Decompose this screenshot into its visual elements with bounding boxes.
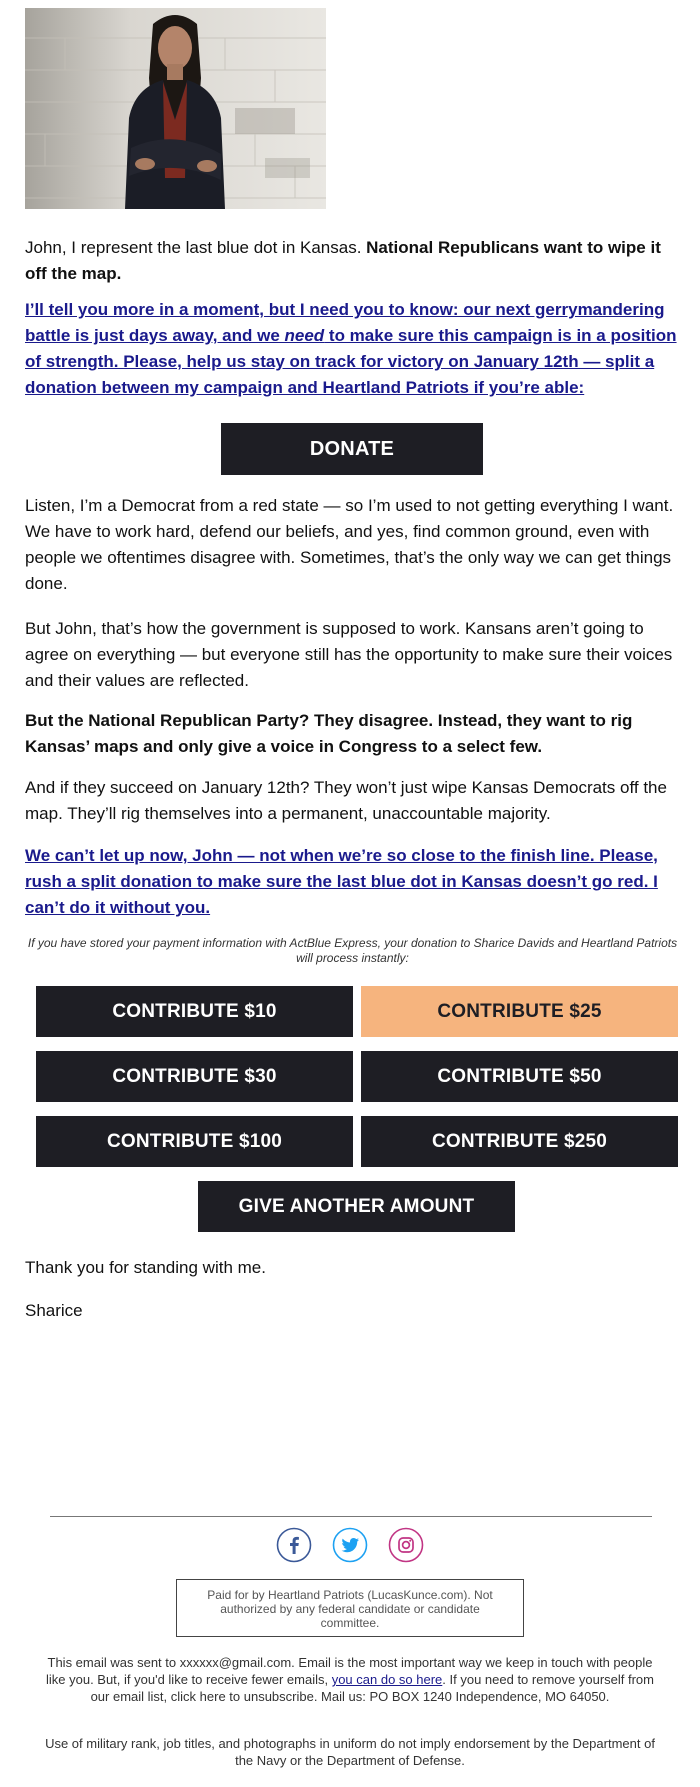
- donate-appeal-link[interactable]: [25, 297, 680, 401]
- intro-text: John, I represent the last blue dot in Kansas.: [25, 238, 367, 257]
- footer-military-disclaimer: Use of military rank, job titles, and photographs in uniform do not imply endorsement by the Department of the Navy or the Department of Defense.: [45, 1736, 655, 1768]
- fewer-emails-link[interactable]: you can do so here: [331, 1672, 443, 1687]
- paragraph-government-works: But John, that’s how the government is supposed to work. Kansans aren’t going to agree on everything — but everyone still has the opportunity to make sure their voices and their values are reflected.: [25, 619, 673, 690]
- instagram-icon[interactable]: [388, 1527, 424, 1563]
- recipient-email: xxxxxx@gmail.com: [179, 1655, 292, 1670]
- paragraph-january-12th: And if they succeed on January 12th? They won’t just wipe Kansas Democrats off the map. They’ll rig themselves into a permanent, unaccountable majority.: [25, 778, 667, 823]
- contribute-250-button[interactable]: CONTRIBUTE $250: [361, 1116, 678, 1167]
- signature: Sharice: [25, 1301, 83, 1320]
- paragraph-democrat-red-state: Listen, I’m a Democrat from a red state — so I’m used to not getting everything I want. We have to work hard, defend our beliefs, and yes, find common ground, even with people we oftentimes disagree with. Sometimes, that’s the only way we can get things done.: [25, 496, 674, 593]
- footer-unsubscribe-text: This email was sent to xxxxxx@gmail.com. Email is the most important way we keep in touch with people like you. But, if you'd like to receive fewer emails, you can do so here. If you need to remove yourself from our email list, click here to unsubscribe. Mail us: PO BOX 1240 Independence, MO 64050.: [45, 1655, 654, 1704]
- contribute-100-button[interactable]: CONTRIBUTE $100: [36, 1116, 353, 1167]
- closing-thanks: Thank you for standing with me.: [25, 1258, 266, 1277]
- contribute-25-button[interactable]: CONTRIBUTE $25: [361, 986, 678, 1037]
- intro-paragraph: [25, 235, 680, 287]
- paragraph-republicans-disagree: But the National Republican Party? They disagree. Instead, they want to rig Kansas’ maps and only give a voice in Congress to a select few.: [25, 711, 633, 756]
- split-donation-link-text[interactable]: We can’t let up now, John — not when we’re so close to the finish line. Please, rush a split donation to make sure the last blue dot in Kansas doesn’t go red. I can’t do it without you.: [25, 846, 658, 917]
- contribute-30-button[interactable]: CONTRIBUTE $30: [36, 1051, 353, 1102]
- facebook-icon[interactable]: [276, 1527, 312, 1563]
- donate-appeal-link-text[interactable]: I’ll tell you more in a moment, but I need you to know: our next gerrymandering battle is just days away, and we need to make sure this campaign is in a position of strength. Please, help us stay on track for victory on January 12th — split a donation between my campaign and Heartland Patriots if you’re able:: [25, 300, 677, 397]
- twitter-icon[interactable]: [332, 1527, 368, 1563]
- contribute-10-button[interactable]: CONTRIBUTE $10: [36, 986, 353, 1037]
- actblue-express-note: If you have stored your payment information with ActBlue Express, your donation to Sharice Davids and Heartland Patriots will process instantly:: [27, 936, 678, 965]
- give-another-amount-button[interactable]: GIVE ANOTHER AMOUNT: [198, 1181, 515, 1232]
- candidate-photo: [25, 8, 326, 209]
- split-donation-link[interactable]: [25, 843, 680, 921]
- footer-divider: [50, 1516, 652, 1517]
- paid-for-disclaimer: Paid for by Heartland Patriots (LucasKunce.com). Not authorized by any federal candidate or candidate committee.: [176, 1579, 524, 1637]
- donate-button[interactable]: DONATE: [221, 423, 483, 475]
- intro-bold-text: National Republicans want to wipe it off the map.: [25, 238, 661, 283]
- contribute-50-button[interactable]: CONTRIBUTE $50: [361, 1051, 678, 1102]
